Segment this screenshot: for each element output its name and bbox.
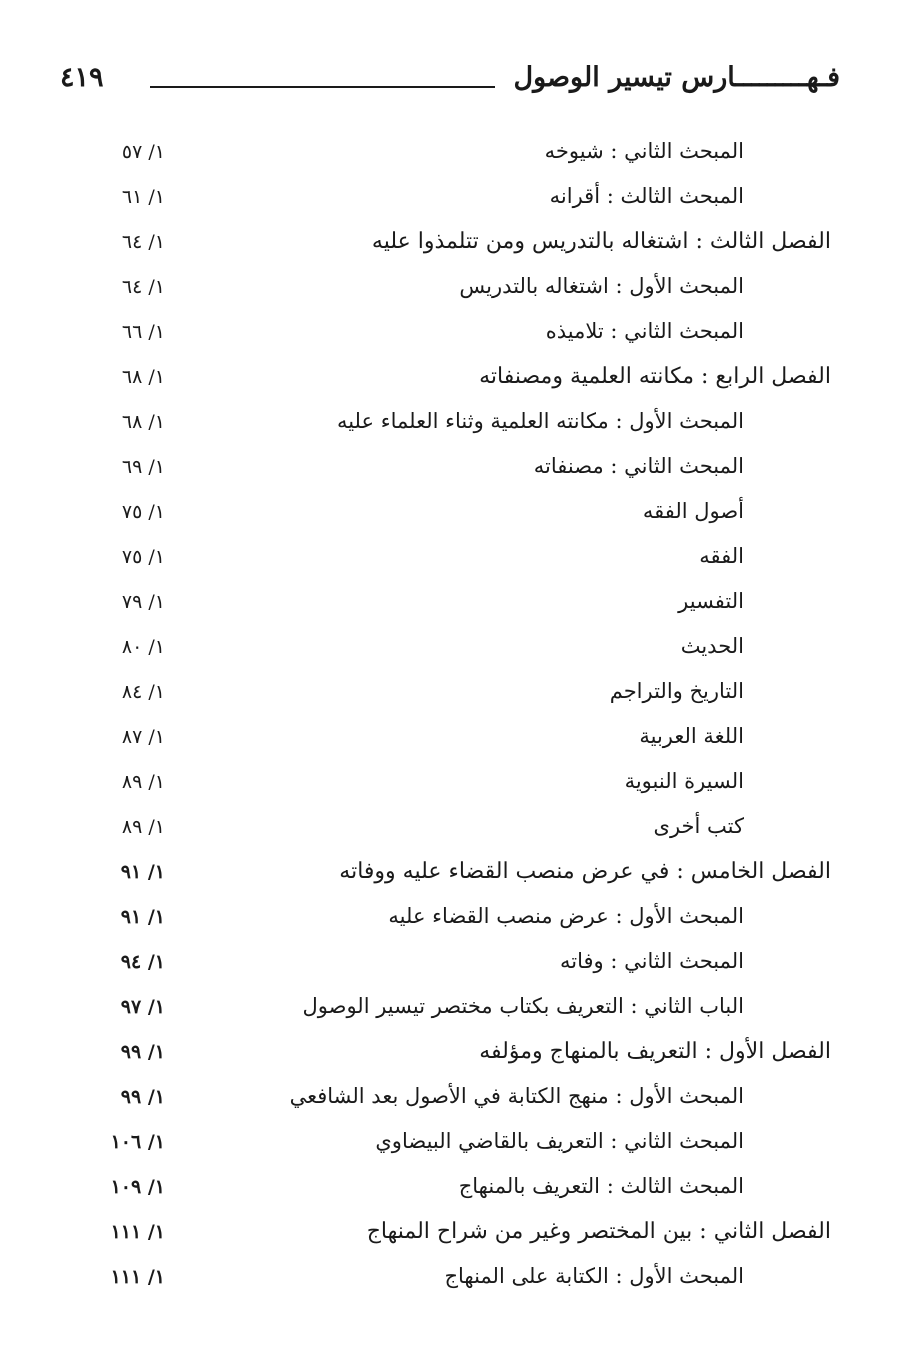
toc-entry-title: المبحث الأول : مكانته العلمية وثناء العلماء عليه	[336, 409, 744, 433]
toc-entry-title: السيرة النبوية	[624, 769, 744, 793]
toc-entry	[0, 1166, 924, 1211]
toc-entry	[0, 986, 924, 1031]
toc-entry-page-ref: ١/ ٦٨	[121, 411, 165, 433]
toc-entry	[0, 356, 924, 401]
header-rule	[150, 86, 495, 88]
page-header	[60, 62, 840, 102]
page-number: ٤١٩	[60, 62, 104, 93]
toc-entry-page-ref: ١/ ٩٩	[120, 1041, 165, 1063]
toc-entry-page-ref: ١/ ٨٠	[121, 636, 165, 658]
toc-entry-title: المبحث الثاني : وفاته	[560, 949, 744, 973]
toc-entry	[0, 1211, 924, 1256]
toc-entry	[0, 941, 924, 986]
toc-entry-page-ref: ١/ ٥٧	[121, 141, 165, 163]
toc-entry-title: التاريخ والتراجم	[609, 679, 744, 703]
toc-entry	[0, 1031, 924, 1076]
toc-entry-title: المبحث الثاني : مصنفاته	[533, 454, 744, 478]
toc-entry-title: المبحث الثالث : التعريف بالمنهاج	[458, 1174, 744, 1198]
toc-entry-title: الفصل الخامس : في عرض منصب القضاء عليه ووفاته	[339, 859, 831, 884]
toc-entry-page-ref: ١/ ٩١	[120, 906, 165, 928]
toc-entry-page-ref: ١/ ١٠٩	[110, 1176, 165, 1198]
running-title: فـهـــــــــارس تيسير الوصول	[513, 62, 840, 93]
toc-entry-page-ref: ١/ ٧٩	[121, 591, 165, 613]
toc-entry-page-ref: ١/ ٧٥	[121, 501, 165, 523]
toc-entry	[0, 401, 924, 446]
toc-entry	[0, 131, 924, 176]
toc-entry-page-ref: ١/ ٨٩	[121, 816, 165, 838]
toc-entry-title: اللغة العربية	[639, 724, 744, 748]
toc-entry-title: المبحث الثالث : أقرانه	[549, 184, 744, 208]
toc-entry	[0, 176, 924, 221]
toc-entry	[0, 536, 924, 581]
toc-entry-title: الفصل الثالث : اشتغاله بالتدريس ومن تتلمذوا عليه	[371, 229, 831, 254]
toc-entry-page-ref: ١/ ٩٤	[120, 951, 165, 973]
toc-entry-page-ref: ١/ ٦٨	[121, 366, 165, 388]
toc-entry	[0, 311, 924, 356]
toc-entry-title: الفصل الثاني : بين المختصر وغير من شراح المنهاج	[366, 1219, 831, 1244]
toc-entry	[0, 221, 924, 266]
toc-entry	[0, 446, 924, 491]
toc-entry	[0, 491, 924, 536]
toc-entry-title: المبحث الثاني : شيوخه	[544, 139, 744, 163]
toc-entry-page-ref: ١/ ٩٧	[120, 996, 165, 1018]
toc-entry	[0, 896, 924, 941]
toc-entry-page-ref: ١/ ٨٩	[121, 771, 165, 793]
toc-entry	[0, 626, 924, 671]
toc-entry-title: الفقه	[699, 544, 744, 568]
toc-entry-page-ref: ١/ ٦١	[121, 186, 165, 208]
table-of-contents	[0, 131, 924, 1301]
toc-entry-page-ref: ١/ ٦٩	[121, 456, 165, 478]
toc-entry-page-ref: ١/ ٩١	[120, 861, 165, 883]
toc-entry-title: المبحث الأول : منهج الكتابة في الأصول بعد الشافعي	[289, 1084, 744, 1108]
toc-entry-page-ref: ١/ ١٠٦	[110, 1131, 165, 1153]
toc-entry	[0, 851, 924, 896]
toc-entry	[0, 806, 924, 851]
toc-entry-page-ref: ١/ ٦٤	[121, 276, 165, 298]
toc-entry	[0, 1256, 924, 1301]
toc-entry-page-ref: ١/ ٧٥	[121, 546, 165, 568]
toc-entry	[0, 581, 924, 626]
toc-entry	[0, 1121, 924, 1166]
toc-entry-page-ref: ١/ ٨٧	[121, 726, 165, 748]
toc-entry	[0, 266, 924, 311]
toc-entry-title: الباب الثاني : التعريف بكتاب مختصر تيسير الوصول	[302, 994, 744, 1018]
toc-entry-title: أصول الفقه	[642, 499, 744, 523]
toc-entry	[0, 716, 924, 761]
toc-entry-title: الحديث	[680, 634, 744, 658]
toc-entry-page-ref: ١/ ٩٩	[120, 1086, 165, 1108]
toc-entry-title: الفصل الأول : التعريف بالمنهاج ومؤلفه	[479, 1039, 831, 1064]
toc-entry-title: المبحث الأول : اشتغاله بالتدريس	[459, 274, 744, 298]
toc-entry-page-ref: ١/ ١١١	[110, 1221, 165, 1243]
toc-entry-page-ref: ١/ ٦٦	[121, 321, 165, 343]
toc-entry	[0, 761, 924, 806]
toc-entry-title: المبحث الثاني : تلاميذه	[545, 319, 744, 343]
toc-entry-title: المبحث الأول : الكتابة على المنهاج	[444, 1264, 744, 1288]
toc-entry	[0, 671, 924, 716]
toc-entry-page-ref: ١/ ٦٤	[121, 231, 165, 253]
toc-entry-page-ref: ١/ ٨٤	[121, 681, 165, 703]
toc-entry-title: التفسير	[678, 589, 744, 613]
toc-entry-title: المبحث الثاني : التعريف بالقاضي البيضاوي	[375, 1129, 744, 1153]
toc-entry-title: كتب أخرى	[653, 814, 744, 838]
toc-entry-page-ref: ١/ ١١١	[110, 1266, 165, 1288]
toc-entry-title: الفصل الرابع : مكانته العلمية ومصنفاته	[479, 364, 831, 389]
toc-entry-title: المبحث الأول : عرض منصب القضاء عليه	[388, 904, 744, 928]
toc-entry	[0, 1076, 924, 1121]
